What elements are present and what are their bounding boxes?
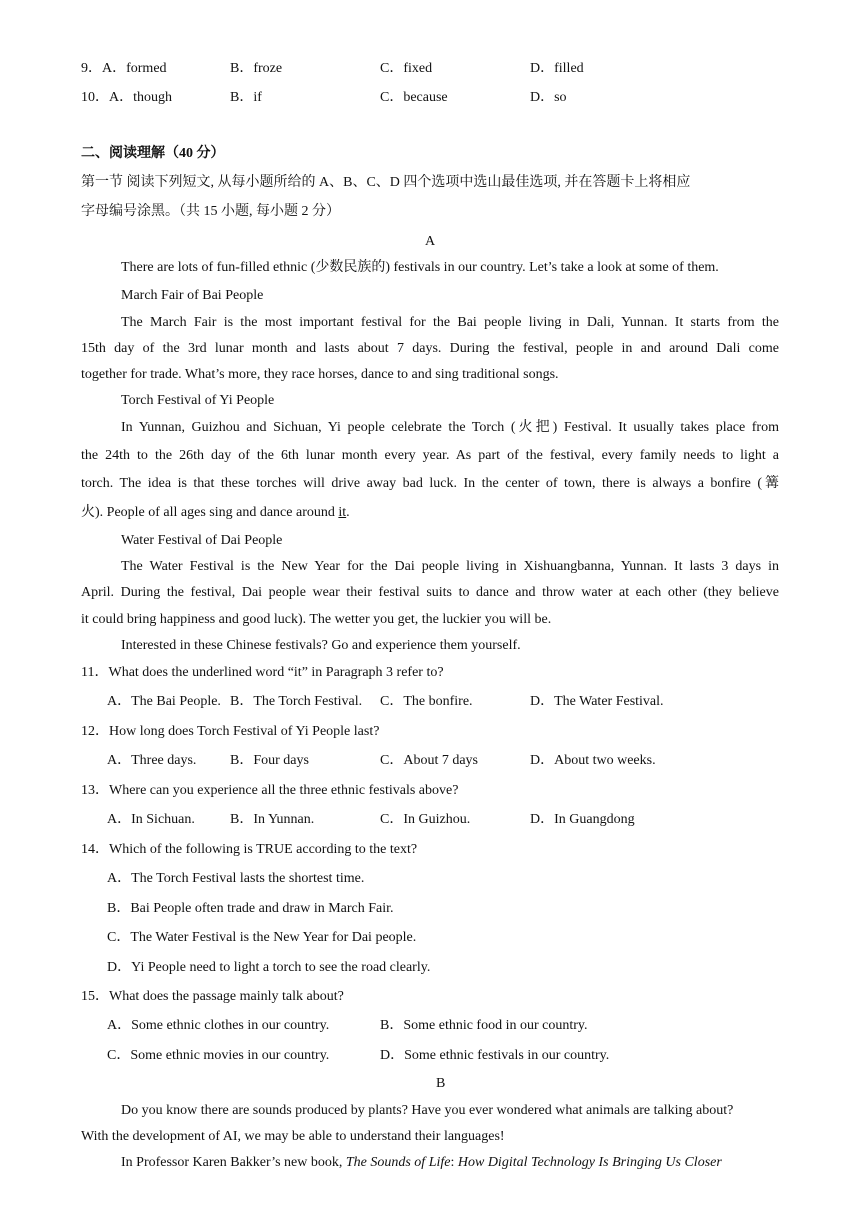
q15-option-a: A．Some ethnic clothes in our country. [107, 1018, 330, 1033]
passage-a-para3-line2: the 24th to the 26th day of the 6th lunar month every year. As part of the festival, every family needs to light a [81, 448, 779, 463]
passage-a-heading-water: Water Festival of Dai People [121, 533, 283, 548]
q14-option-d: D．Yi People need to light a torch to see the road clearly. [107, 960, 431, 975]
q9-row [81, 60, 167, 78]
q10-option-a: A．though [109, 90, 172, 105]
book-title: The Sounds of Life [345, 1155, 451, 1170]
q15-option-d: D．Some ethnic festivals in our country. [380, 1048, 610, 1063]
q11-option-c: C．The bonfire. [380, 694, 473, 709]
passage-a-para3-line4 [81, 504, 350, 522]
q9-option-a: 9． [81, 61, 102, 76]
q13-option-a: A．In Sichuan. [107, 812, 195, 827]
passage-a-para4-line2: April. During the festival, Dai people wear their festival suits to dance and throw water at each other (they believe [81, 585, 779, 600]
q13-stem: 13．Where can you experience all the three ethnic festivals above? [81, 783, 459, 798]
q9-option-d: D．filled [530, 61, 584, 76]
q10-option-d: D．so [530, 90, 567, 105]
q12-option-d: D．About two weeks. [530, 753, 656, 768]
passage-b-para1-line2: With the development of AI, we may be able to understand their languages! [81, 1129, 505, 1144]
q14-option-b: B．Bai People often trade and draw in March Fair. [107, 901, 394, 916]
q14-option-c: C．The Water Festival is the New Year for Dai people. [107, 930, 417, 945]
q15-stem: 15．What does the passage mainly talk about? [81, 989, 344, 1004]
q13-option-b: B．In Yunnan. [230, 812, 315, 827]
q9-option-b: B．froze [230, 61, 283, 76]
q15-option-c: C．Some ethnic movies in our country. [107, 1048, 330, 1063]
q14-option-a: A．The Torch Festival lasts the shortest time. [107, 871, 365, 886]
q9-option-a-text: A．formed [102, 61, 167, 76]
passage-a-closing: Interested in these Chinese festivals? Go and experience them yourself. [121, 638, 521, 653]
q10-option-c: C．because [380, 90, 448, 105]
q14-stem: 14．Which of the following is TRUE according to the text? [81, 842, 418, 857]
book-subtitle: How Digital Technology Is Bringing Us Closer [457, 1155, 722, 1170]
section-instructions-line1: 第一节 阅读下列短文, 从每小题所给的 A、B、C、D 四个选项中选山最佳选项, 并在答题卡上将相应 [81, 175, 691, 190]
passage-a-para4-line3: it could bring happiness and good luck). The wetter you get, the luckier you will be. [81, 612, 552, 627]
passage-b-para2-line1 [121, 1154, 722, 1172]
q12-option-a: A．Three days. [107, 753, 197, 768]
passage-a-para3-line3: torch. The idea is that these torches will drive away bad luck. In the center of town, there is always a bonfire (篝 [81, 476, 779, 491]
passage-b-para1-line1: Do you know there are sounds produced by plants? Have you ever wondered what animals are talking about? [121, 1103, 734, 1118]
passage-a-para2-line2: 15th day of the 3rd lunar month and lasts about 7 days. During the festival, people in and around Dali come [81, 341, 779, 356]
passage-a-heading-march-fair: March Fair of Bai People [121, 288, 264, 303]
passage-a-para2-line3: together for trade. What’s more, they race horses, dance to and sing traditional songs. [81, 367, 559, 382]
q12-option-b: B．Four days [230, 753, 309, 768]
q11-option-b: B．The Torch Festival. [230, 694, 363, 709]
passage-b-label: B [436, 1076, 446, 1091]
q12-option-c: C．About 7 days [380, 753, 478, 768]
passage-a-para3-line4-end: . [346, 505, 350, 520]
q15-option-b: B．Some ethnic food in our country. [380, 1018, 588, 1033]
underlined-word-it: it [338, 505, 347, 520]
passage-a-heading-torch: Torch Festival of Yi People [121, 393, 275, 408]
passage-a-intro: There are lots of fun-filled ethnic (少数民族的) festivals in our country. Let’s take a look at some of them. [121, 260, 719, 275]
q11-stem: 11．What does the underlined word “it” in Paragraph 3 refer to? [81, 665, 444, 680]
passage-a-para3-line4-text: 火). People of all ages sing and dance around [81, 505, 339, 520]
q9-option-c: C．fixed [380, 61, 433, 76]
q13-option-c: C．In Guizhou. [380, 812, 471, 827]
q10-number: 10． [81, 90, 109, 105]
passage-a-para4-line1: The Water Festival is the New Year for the Dai people living in Xishuangbanna, Yunnan. It lasts 3 days in [121, 559, 779, 574]
book-title-colon: : [450, 1155, 458, 1170]
q10-row [81, 89, 172, 107]
q10-option-b: B．if [230, 90, 262, 105]
q12-stem: 12．How long does Torch Festival of Yi People last? [81, 724, 380, 739]
q11-option-a: A．The Bai People. [107, 694, 221, 709]
passage-a-para2-line1: The March Fair is the most important festival for the Bai people living in Dali, Yunnan. It starts from the [121, 315, 779, 330]
passage-a-label: A [424, 234, 436, 249]
section-heading: 二、阅读理解（40 分） [81, 146, 225, 161]
passage-a-para3-line1: In Yunnan, Guizhou and Sichuan, Yi people celebrate the Torch (火把) Festival. It usually takes place from [121, 420, 779, 435]
q13-option-d: D．In Guangdong [530, 812, 635, 827]
section-instructions-line2: 字母编号涂黑。（共 15 小题, 每小题 2 分） [81, 204, 340, 219]
passage-b-para2-text: In Professor Karen Bakker’s new book, [121, 1155, 346, 1170]
q11-option-d: D．The Water Festival. [530, 694, 664, 709]
